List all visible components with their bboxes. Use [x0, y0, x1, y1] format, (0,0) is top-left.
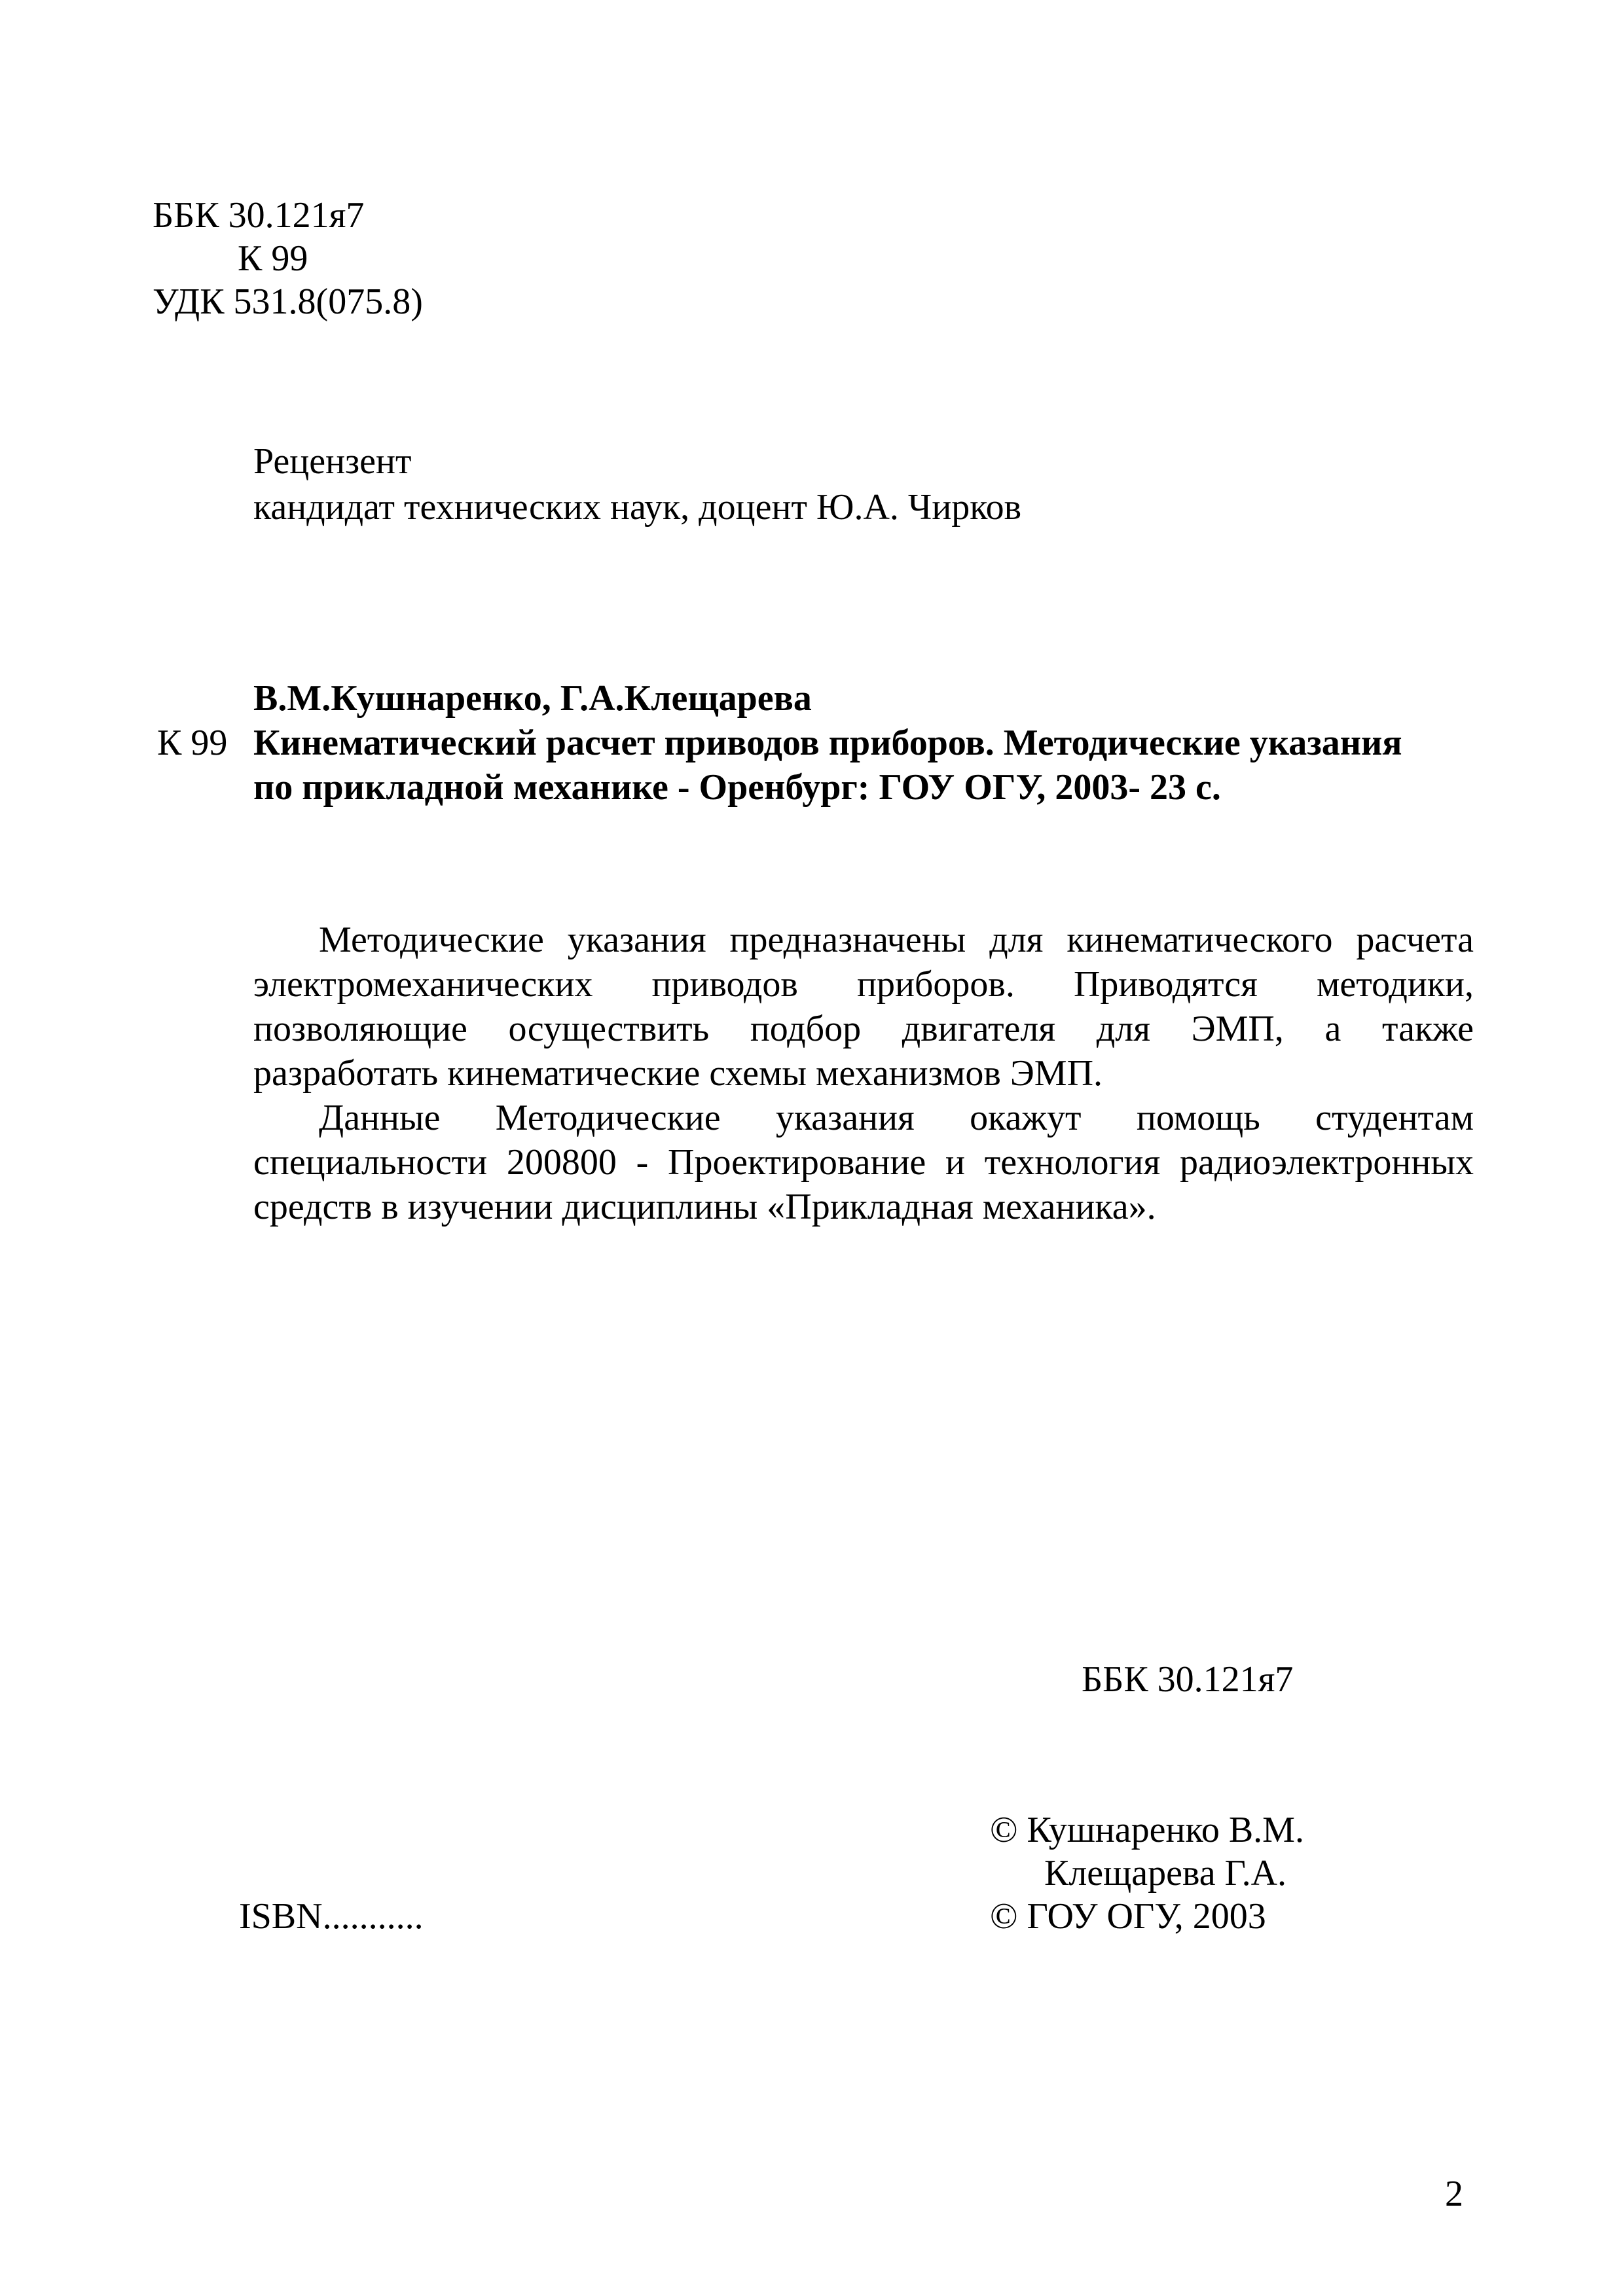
udk-code: УДК 531.8(075.8)	[153, 281, 423, 322]
annotation-p2-line-2: специальности 200800 - Проектирование и технология радиоэлектронных	[253, 1142, 1474, 1183]
annotation-p2-line-1: Данные Методические указания окажут помощь студентам	[319, 1098, 1474, 1138]
authors: В.М.Кушнаренко, Г.А.Клещарева	[253, 678, 812, 719]
bibliography-mark: К 99	[157, 723, 228, 763]
annotation-p2-line-3: средств в изучении дисциплины «Прикладная механика».	[253, 1187, 1156, 1227]
reviewer-label: Рецензент	[253, 441, 412, 482]
book-title-line-2: по прикладной механике - Оренбург: ГОУ ОГУ, 2003- 23 с.	[253, 767, 1221, 808]
bbk-code: ББК 30.121я7	[153, 195, 365, 236]
copyright-author-1: © Кушнаренко В.М.	[990, 1810, 1304, 1850]
annotation-p1-line-2: электромеханических приводов приборов. Приводятся методики,	[253, 964, 1474, 1005]
page-number: 2	[1445, 2174, 1463, 2214]
book-title-line-1: Кинематический расчет приводов приборов. Методические указания	[253, 723, 1402, 763]
annotation-p1-line-1: Методические указания предназначены для кинематического расчета	[319, 920, 1474, 960]
footer-bbk-code: ББК 30.121я7	[1082, 1659, 1294, 1700]
reviewer-name: кандидат технических наук, доцент Ю.А. Чирков	[253, 487, 1022, 528]
annotation-p1-line-4: разработать кинематические схемы механизмов ЭМП.	[253, 1053, 1103, 1094]
copyright-author-2: Клещарева Г.А.	[1044, 1853, 1287, 1893]
author-mark: К 99	[238, 238, 308, 279]
copyright-organization: © ГОУ ОГУ, 2003	[990, 1896, 1266, 1937]
isbn: ISBN...........	[239, 1896, 424, 1937]
annotation-p1-line-3: позволяющие осуществить подбор двигателя для ЭМП, а также	[253, 1009, 1474, 1049]
